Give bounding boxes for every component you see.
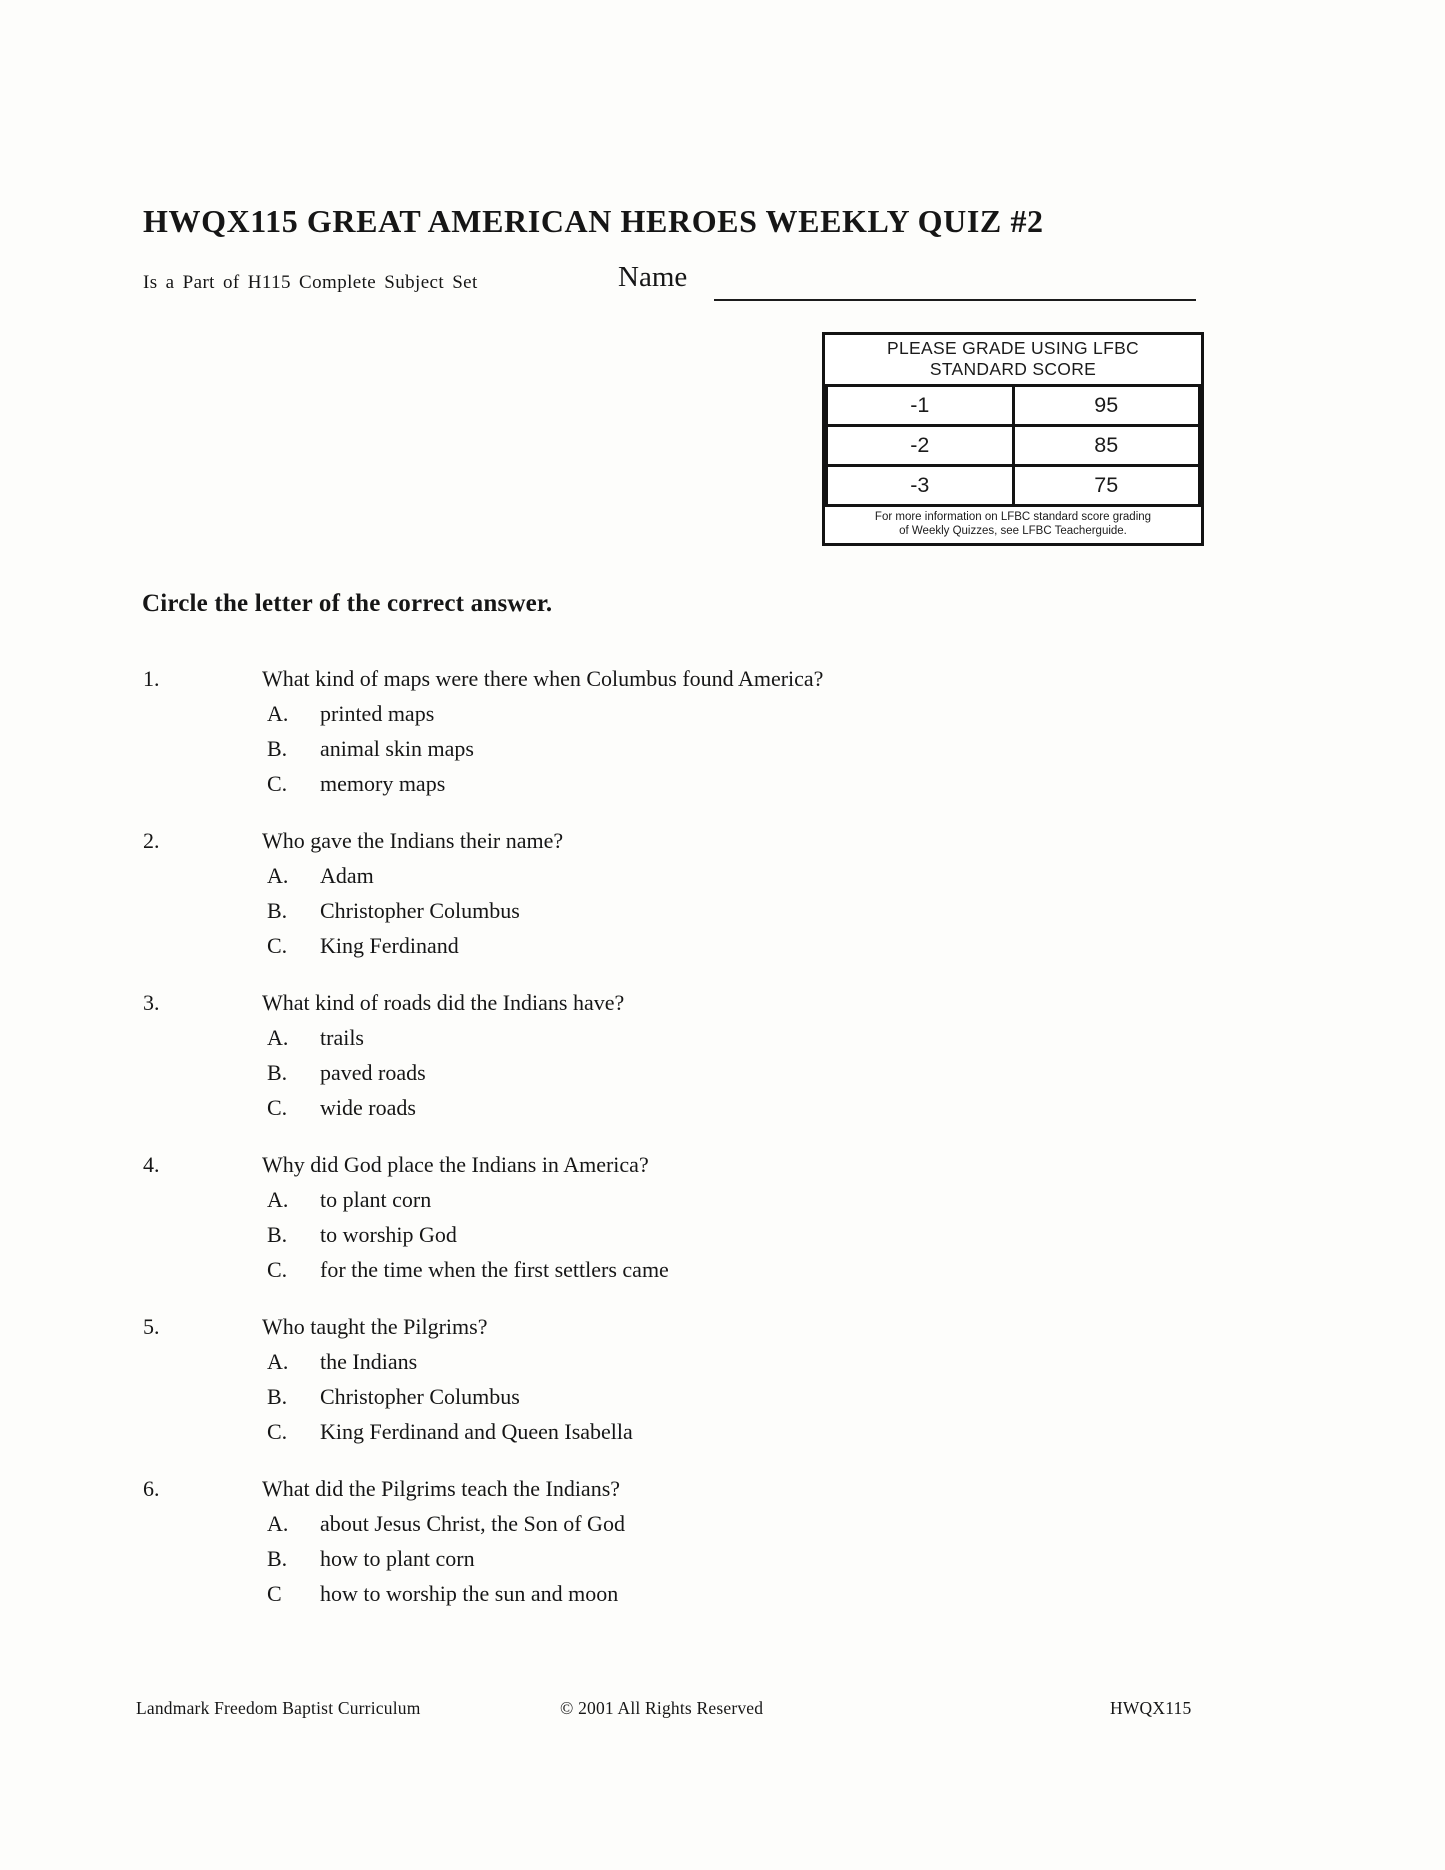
option-text: to worship God	[320, 1222, 457, 1247]
option-text: trails	[320, 1025, 364, 1050]
question-number: 2.	[143, 828, 160, 853]
option-text: Christopher Columbus	[320, 898, 520, 923]
score-cell: 85	[1013, 426, 1200, 466]
answer-option-b	[262, 1541, 1445, 1576]
page-title: HWQX115 GREAT AMERICAN HEROES WEEKLY QUIZ #2	[143, 203, 1044, 239]
answer-option-a	[262, 1344, 1445, 1379]
score-cell: 75	[1013, 466, 1200, 506]
footer-doc-code: HWQX115	[1110, 1698, 1192, 1718]
grade-table-header-row	[827, 335, 1200, 386]
option-letter: B.	[267, 1222, 288, 1247]
option-letter: A.	[267, 701, 289, 726]
question-number: 3.	[143, 990, 160, 1015]
question-body	[262, 1147, 1445, 1287]
question-text: What kind of maps were there when Columbus found America?	[262, 666, 824, 691]
grade-table-header	[827, 335, 1200, 386]
option-letter: C.	[267, 1419, 288, 1444]
option-text: memory maps	[320, 771, 446, 796]
instructions-heading: Circle the letter of the correct answer.	[142, 590, 553, 617]
question-number: 6.	[143, 1476, 160, 1501]
grade-table-footnote	[827, 506, 1200, 544]
question-body	[262, 661, 1445, 801]
answer-option-c	[262, 766, 1445, 801]
deduction-cell: -1	[827, 386, 1014, 426]
question-2	[0, 823, 1445, 963]
option-letter: C.	[267, 1095, 288, 1120]
option-text: King Ferdinand	[320, 933, 459, 958]
question-1	[0, 661, 1445, 801]
name-label: Name	[618, 261, 688, 293]
table-row	[827, 466, 1200, 506]
option-text: how to worship the sun and moon	[320, 1581, 619, 1606]
option-letter: A.	[267, 1349, 289, 1374]
option-letter: B.	[267, 1060, 288, 1085]
name-blank-line	[714, 272, 1196, 301]
option-letter: A.	[267, 1187, 289, 1212]
question-text: What kind of roads did the Indians have?	[262, 990, 625, 1015]
answer-option-b	[262, 1055, 1445, 1090]
grade-table-header-line1: PLEASE GRADE USING LFBC	[887, 338, 1139, 358]
question-body	[262, 1309, 1445, 1449]
option-letter: C.	[267, 1257, 288, 1282]
option-letter: A.	[267, 863, 289, 888]
option-text: the Indians	[320, 1349, 418, 1374]
question-body	[262, 1471, 1445, 1611]
question-4	[0, 1147, 1445, 1287]
deduction-cell: -2	[827, 426, 1014, 466]
question-body	[262, 823, 1445, 963]
question-body	[262, 985, 1445, 1125]
grade-table-footnote-line2: of Weekly Quizzes, see LFBC Teacherguide.	[899, 525, 1127, 537]
option-text: to plant corn	[320, 1187, 432, 1212]
question-5	[0, 1309, 1445, 1449]
answer-option-a	[262, 858, 1445, 893]
option-text: how to plant corn	[320, 1546, 475, 1571]
option-text: Christopher Columbus	[320, 1384, 520, 1409]
answer-option-c	[262, 928, 1445, 963]
option-letter: C.	[267, 771, 288, 796]
answer-option-a	[262, 1020, 1445, 1055]
option-text: Adam	[320, 863, 374, 888]
option-text: paved roads	[320, 1060, 426, 1085]
grade-table-footnote-line1: For more information on LFBC standard score grading	[874, 511, 1152, 523]
answer-option-b	[262, 1379, 1445, 1414]
option-letter: B.	[267, 1546, 288, 1571]
option-text: printed maps	[320, 701, 435, 726]
question-number: 5.	[143, 1314, 160, 1339]
option-text: wide roads	[320, 1095, 416, 1120]
question-number: 1.	[143, 666, 160, 691]
score-cell: 95	[1013, 386, 1200, 426]
option-letter: B.	[267, 898, 288, 923]
option-letter: C.	[267, 933, 288, 958]
question-text: Why did God place the Indians in America?	[262, 1152, 649, 1177]
option-text: about Jesus Christ, the Son of God	[320, 1511, 625, 1536]
option-text: King Ferdinand and Queen Isabella	[320, 1419, 633, 1444]
answer-option-a	[262, 1182, 1445, 1217]
table-row	[827, 386, 1200, 426]
option-letter: C	[267, 1581, 282, 1606]
option-text: animal skin maps	[320, 736, 474, 761]
answer-option-c	[262, 1252, 1445, 1287]
question-number: 4.	[143, 1152, 160, 1177]
grade-score-table-grid	[825, 335, 1201, 543]
table-row	[827, 426, 1200, 466]
answer-option-a	[262, 1506, 1445, 1541]
question-text: Who gave the Indians their name?	[262, 828, 564, 853]
subject-set-note: Is a Part of H115 Complete Subject Set	[143, 272, 478, 293]
grade-score-table	[822, 332, 1204, 546]
question-text: What did the Pilgrims teach the Indians?	[262, 1476, 621, 1501]
answer-option-c	[262, 1090, 1445, 1125]
option-letter: B.	[267, 736, 288, 761]
answer-option-c	[262, 1414, 1445, 1449]
question-text: Who taught the Pilgrims?	[262, 1314, 488, 1339]
answer-option-a	[262, 696, 1445, 731]
footer-publisher: Landmark Freedom Baptist Curriculum	[136, 1698, 421, 1718]
answer-option-c	[262, 1576, 1445, 1611]
option-letter: B.	[267, 1384, 288, 1409]
grade-table-header-line2: STANDARD SCORE	[929, 359, 1097, 379]
answer-option-b	[262, 731, 1445, 766]
question-6	[0, 1471, 1445, 1611]
answer-option-b	[262, 893, 1445, 928]
footer-copyright: © 2001 All Rights Reserved	[560, 1698, 764, 1718]
question-list	[0, 661, 1445, 1633]
answer-option-b	[262, 1217, 1445, 1252]
option-letter: A.	[267, 1025, 289, 1050]
deduction-cell: -3	[827, 466, 1014, 506]
option-letter: A.	[267, 1511, 289, 1536]
question-3	[0, 985, 1445, 1125]
option-text: for the time when the first settlers came	[320, 1257, 669, 1282]
grade-table-footnote-row	[827, 506, 1200, 544]
